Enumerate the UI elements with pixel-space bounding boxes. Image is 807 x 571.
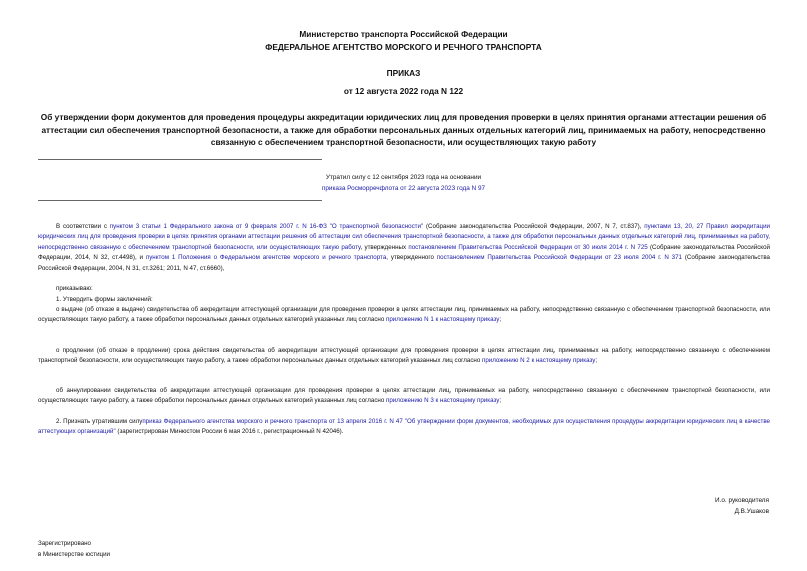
signatory-position: И.о. руководителя	[715, 497, 769, 504]
law-link[interactable]: пунктом 3 статьи 1 Федерального закона от 9 февраля 2007 г. N 16-ФЗ "О транспортной безопасности"	[109, 223, 424, 230]
registration-line-1: Зарегистрировано	[38, 540, 91, 547]
form-3-text: об аннулировании свидетельства об аккредитации аттестующей организации для проведения проверки в целях аттестации лиц, принимаемых на работу, непосредственно связанную с обеспечением транспортной безопасности, или осуществляющих такую работу, а также обработки персональных данных отдельных категорий указанных лиц согласно	[38, 387, 770, 405]
preamble-text-3: , утвержденных	[360, 243, 409, 251]
order-word: приказываю:	[56, 285, 93, 292]
doc-type-heading: ПРИКАЗ	[386, 68, 421, 78]
preamble-text-4: (Собрание законодательства Российской Федерации, 2014, N 32, ст.4498), и	[38, 243, 770, 262]
doc-date-number: от 12 августа 2022 года N 122	[343, 86, 464, 96]
preamble-paragraph	[38, 222, 770, 274]
item-2-text: 2. Признать утратившим силу	[56, 418, 143, 425]
resolution-725-link[interactable]: постановлением Правительства Российской Федерации от 30 июля 2014 г. N 725	[408, 243, 648, 251]
repeal-order-link[interactable]: приказа Росморречфлота от 22 августа 2023 года N 97	[321, 185, 486, 192]
preamble-text-5: , утвержденного	[386, 254, 437, 262]
appendix-2-link[interactable]: приложению N 2 к настоящему приказу	[482, 357, 596, 365]
signatory-name: Д.В.Ушаков	[734, 508, 769, 515]
form-3-end: ;	[499, 397, 502, 405]
form-1-text: о выдаче (об отказе в выдаче) свидетельства об аккредитации аттестующей организации для проведения проверки в целях аттестации лиц, принимаемых на работу, непосредственно связанную с обеспечением транспортной безопасности, или осуществляющих такую работу, а также обработки персональных данных отдельных категорий указанных лиц согласно	[38, 306, 770, 324]
resolution-371-link[interactable]: постановлением Правительства Российской Федерации от 23 июля 2004 г. N 371	[436, 254, 682, 262]
form-2-text: о продлении (об отказе в продлении) срока действия свидетельства об аккредитации аттестующей организации для проведения проверки в целях аттестации лиц, принимаемых на работу, непосредственно связанную с обеспечением транспортной безопасности, или осуществляющих такую работу, а также обработки персональных данных отдельных категорий указанных лиц согласно	[38, 347, 770, 365]
repealed-order-link[interactable]: приказ Федерального агентства морского и речного транспорта от 13 апреля 2016 г. N 47 "Об утверждении форм документов, необходимых для осуществления процедуры аккредитации юридических лиц в качестве аттестующих организаций"	[38, 418, 770, 436]
ministry-heading: Министерство транспорта Российской Федерации	[299, 29, 508, 39]
form-3-paragraph	[38, 386, 770, 407]
divider-top	[38, 159, 322, 160]
item-1: 1. Утвердить формы заключений:	[56, 296, 153, 303]
rules-link[interactable]: пунктами 13, 20, 27 Правил аккредитации юридических лиц для проведения проверки в целях принятия органами аттестации решения об аттестации сил обеспечения транспортной безопасности, а также для обработки персональных данных отдельных категорий лиц, принимаемых на работу, непосредственно связанную с обеспечением транспортной безопасности, или осуществляющих такую работу	[38, 223, 771, 251]
preamble-text-6: (Собрание законодательства Российской Федерации, 2004, N 31, ст.3261; 2011, N 47, ст.6660),	[38, 254, 770, 272]
form-2-end: ;	[595, 357, 598, 365]
status-line: Утратил силу с 12 сентября 2023 года на основании	[325, 174, 482, 181]
form-2-paragraph	[38, 346, 770, 367]
item-2-end: (зарегистрирован Минюстом России 6 мая 2016 г., регистрационный N 42046).	[115, 428, 344, 436]
preamble-text-2: (Собрание законодательства Российской Федерации, 2007, N 7, ст.837),	[423, 223, 645, 230]
divider-bottom	[38, 200, 322, 201]
appendix-3-link[interactable]: приложению N 3 к настоящему приказу	[386, 397, 500, 405]
status-link-line	[0, 185, 807, 192]
regulation-link[interactable]: пунктом 1 Положения о Федеральном агентстве морского и речного транспорта	[145, 254, 387, 262]
document-title: Об утверждении форм документов для проведения процедуры аккредитации юридических лиц для проведения проверки в целях принятия органами аттестации решения об аттестации сил обеспечения транспортной безопасности, а также для обработки персональных данных отдельных категорий лиц, принимаемых на работу, непосредственно связанную с обеспечением транспортной безопасности, или осуществляющих такую работу	[40, 112, 767, 147]
appendix-1-link[interactable]: приложению N 1 к настоящему приказу	[386, 316, 500, 324]
form-1-paragraph	[38, 305, 770, 326]
form-1-end: ;	[499, 316, 502, 324]
agency-heading: ФЕДЕРАЛЬНОЕ АГЕНТСТВО МОРСКОГО И РЕЧНОГО ТРАНСПОРТА	[265, 42, 542, 52]
registration-line-2: в Министерстве юстиции	[38, 551, 111, 558]
preamble-text-1: В соответствии с	[56, 223, 110, 230]
item-2-paragraph	[38, 417, 770, 438]
